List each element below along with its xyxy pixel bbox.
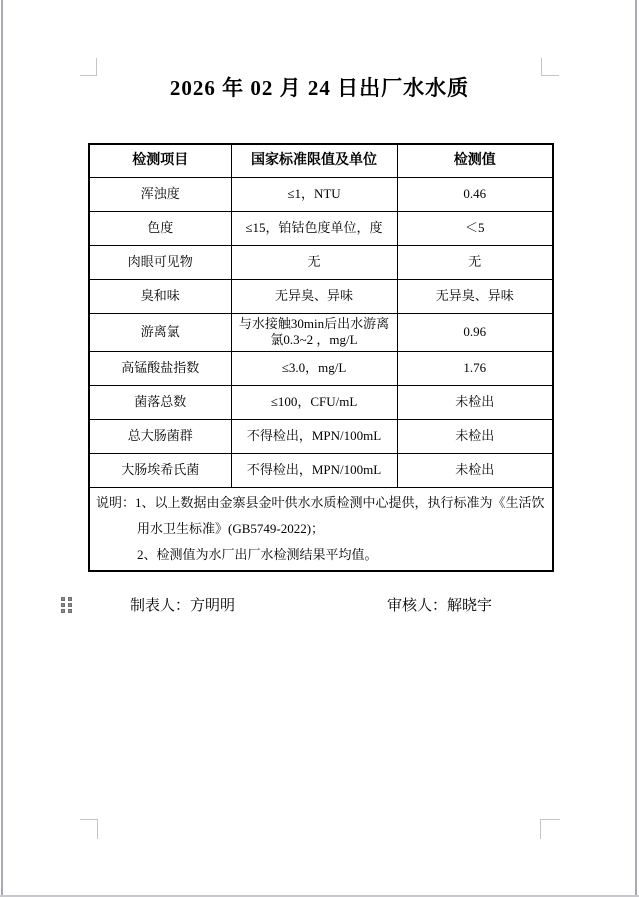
cell-value: 无异臭、异味 [397,279,553,313]
drag-handle-icon[interactable] [61,597,72,613]
signature-row [0,594,639,616]
page-edge-right [635,0,637,897]
water-quality-table [88,143,554,572]
note-line-2: 用水卫生标准》(GB5749-2022)； [137,520,325,536]
cell-value: 未检出 [397,419,553,453]
header-value: 检测值 [397,144,553,177]
preparer-label: 制表人：方明明 [130,598,236,614]
table-row [89,177,553,211]
margin-corner-mark-bottom-right [540,819,560,839]
cell-standard: 不得检出，MPN/100mL [231,453,397,487]
header-item: 检测项目 [89,144,231,177]
margin-corner-mark-bottom-left [80,819,98,839]
cell-standard: 无 [231,245,397,279]
cell-value: 0.96 [397,313,553,351]
cell-item: 高锰酸盐指数 [89,351,231,385]
cell-standard: 无异臭、异味 [231,279,397,313]
cell-standard: ≤100，CFU/mL [231,385,397,419]
cell-item: 总大肠菌群 [89,419,231,453]
table-row [89,351,553,385]
table-row [89,453,553,487]
cell-item: 菌落总数 [89,385,231,419]
note-line-3: 2、检测值为水厂出厂水检测结果平均值。 [137,546,378,562]
cell-value: 1.76 [397,351,553,385]
table-row [89,279,553,313]
table-row [89,385,553,419]
note-line-1: 说明：1、以上数据由金寨县金叶供水水质检测中心提供，执行标准为《生活饮 [96,494,545,510]
cell-item: 游离氯 [89,313,231,351]
cell-item: 臭和味 [89,279,231,313]
cell-standard: 不得检出，MPN/100mL [231,419,397,453]
cell-standard: ≤3.0，mg/L [231,351,397,385]
cell-value: 无 [397,245,553,279]
document-title: 2026 年 02 月 24 日出厂水水质 [169,76,470,100]
cell-standard: ≤1，NTU [231,177,397,211]
table-header-row [89,144,553,177]
cell-value: 0.46 [397,177,553,211]
cell-item: 肉眼可见物 [89,245,231,279]
table-row [89,211,553,245]
cell-standard: 与水接触30min后出水游离氯0.3~2 ，mg/L [231,313,397,351]
cell-item: 色度 [89,211,231,245]
cell-value: 未检出 [397,385,553,419]
cell-value: ＜5 [397,211,553,245]
note-cell [89,487,553,571]
cell-standard: ≤15，铂钴色度单位，度 [231,211,397,245]
table-row [89,245,553,279]
table-row [89,419,553,453]
table-row [89,313,553,351]
reviewer-label: 审核人：解晓宇 [387,598,493,614]
table-note-row [89,487,553,571]
cell-item: 大肠埃希氏菌 [89,453,231,487]
page-edge-left [1,0,3,897]
cell-value: 未检出 [397,453,553,487]
cell-item: 浑浊度 [89,177,231,211]
header-standard: 国家标准限值及单位 [231,144,397,177]
